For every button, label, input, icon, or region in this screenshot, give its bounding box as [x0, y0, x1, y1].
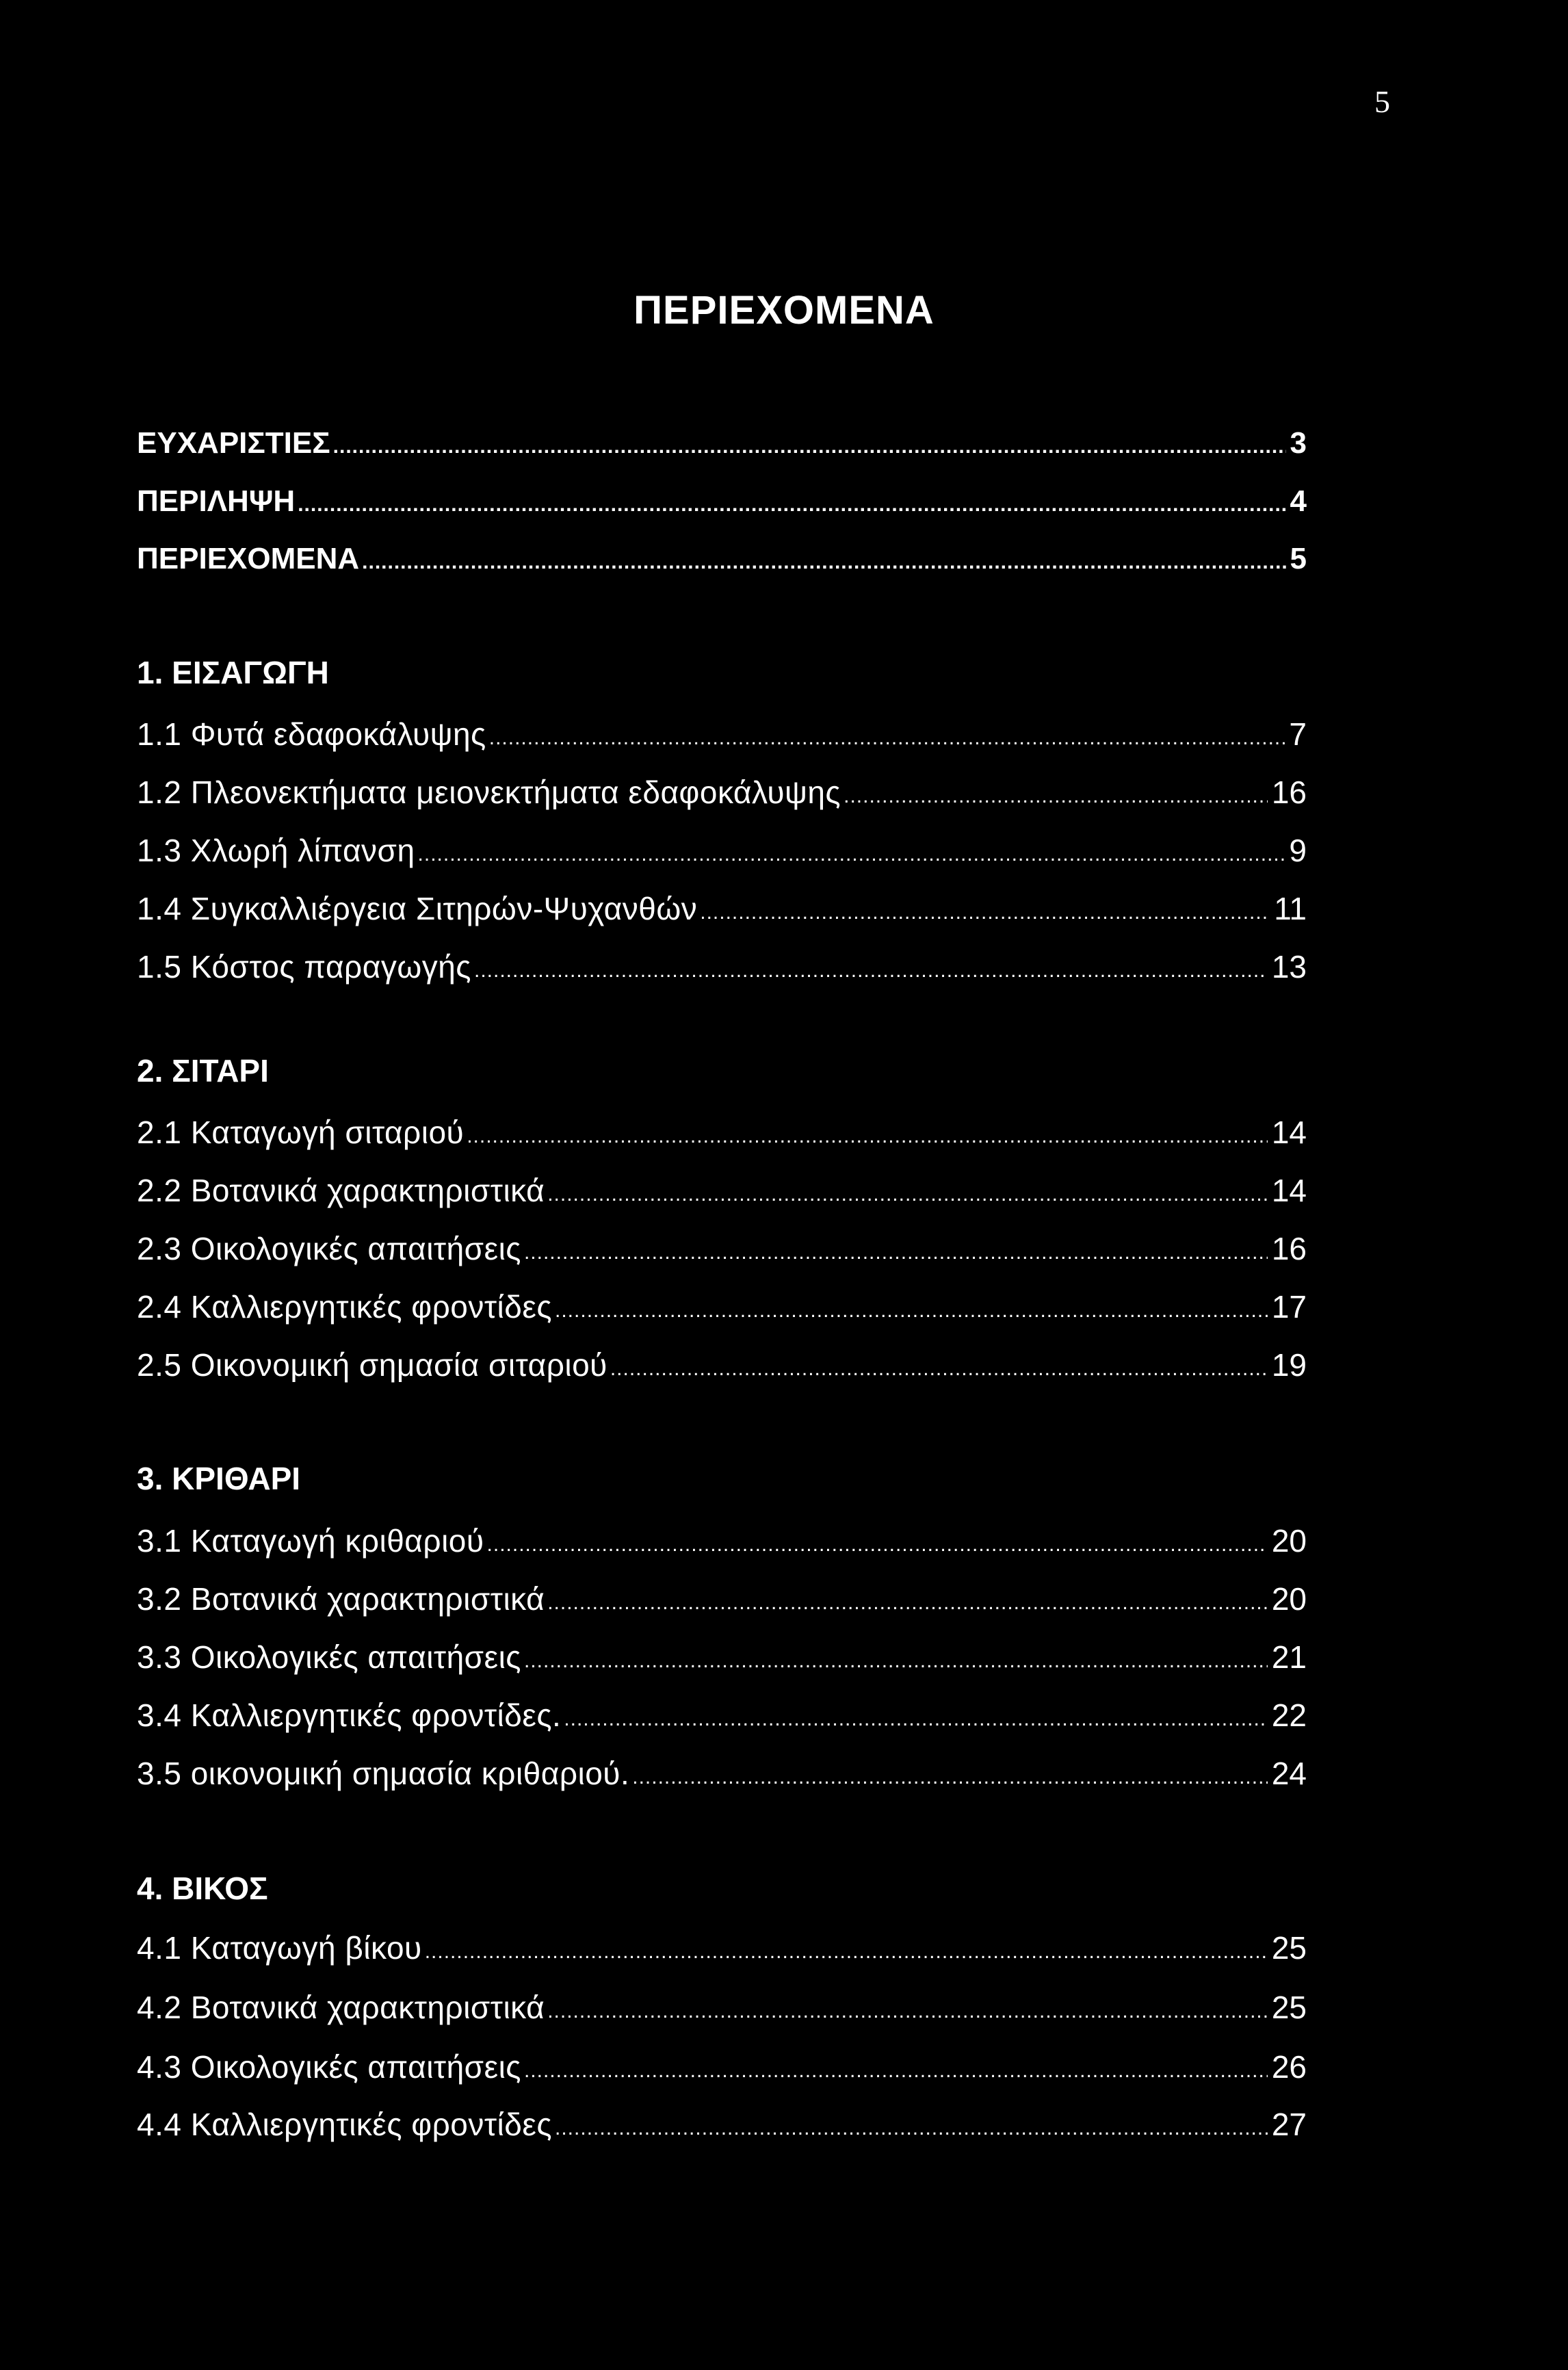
dot-leader: [555, 2118, 1268, 2140]
toc-entry-label: 3.5 οικονομική σημασία κριθαριού.: [137, 1756, 630, 1791]
toc-entry-label: 4.4 Καλλιεργητικές φροντίδες: [137, 2107, 553, 2142]
toc-entry-page: 4: [1290, 484, 1307, 518]
toc-entry[interactable]: [137, 702, 1307, 750]
toc-entry-label: 1.3 Χλωρή λίπανση: [137, 833, 415, 868]
toc-entry[interactable]: [137, 935, 1307, 985]
dot-leader: [564, 1709, 1268, 1731]
toc-entry-page: 7: [1289, 716, 1307, 752]
toc-entry[interactable]: [137, 1275, 1307, 1323]
toc-entry-contents[interactable]: [137, 526, 1307, 574]
dot-leader: [524, 1651, 1268, 1673]
toc-entry-page: 20: [1271, 1523, 1307, 1559]
toc-entry[interactable]: [137, 1509, 1307, 1557]
chapter-heading[interactable]: 4. ΒΙΚΟΣ: [137, 1871, 268, 1906]
toc-entry-label: 4.3 Οικολογικές απαιτήσεις: [137, 2049, 521, 2085]
toc-entry-label: ΠΕΡΙΕΧΟΜΕΝΑ: [137, 542, 360, 575]
toc-entry-acknowledgements[interactable]: [137, 411, 1307, 458]
toc-entry-page: 25: [1271, 1930, 1307, 1966]
toc-entry-page: 14: [1271, 1173, 1307, 1208]
dot-leader: [555, 1301, 1268, 1323]
toc-entry-label: 3.3 Οικολογικές απαιτήσεις: [137, 1639, 521, 1675]
toc-entry[interactable]: [137, 760, 1307, 808]
toc-entry[interactable]: [137, 2092, 1307, 2140]
toc-entry-label: 4.2 Βοτανικά χαρακτηριστικά: [137, 1990, 545, 2025]
toc-entry-label: 2.1 Καταγωγή σιταριού: [137, 1115, 465, 1150]
toc-entry-label: 1.1 Φυτά εδαφοκάλυψης: [137, 716, 486, 752]
toc-entry-label: 2.3 Οικολογικές απαιτήσεις: [137, 1231, 521, 1266]
toc-entry-label: 2.2 Βοτανικά χαρακτηριστικά: [137, 1173, 545, 1208]
chapter-heading[interactable]: 1. ΕΙΣΑΓΩΓΗ: [137, 655, 329, 690]
dot-leader: [700, 902, 1270, 924]
toc-entry-page: 14: [1271, 1115, 1307, 1150]
dot-leader: [425, 1942, 1268, 1964]
toc-entry-page: 27: [1271, 2107, 1307, 2142]
toc-entry-page: 17: [1271, 1289, 1307, 1325]
dot-leader: [298, 495, 1285, 517]
toc-entry-abstract[interactable]: [137, 469, 1307, 517]
dot-leader: [547, 2001, 1268, 2023]
toc-entry-page: 16: [1271, 774, 1307, 810]
toc-entry-label: 1.2 Πλεονεκτήματα μειονεκτήματα εδαφοκάλυψης: [137, 774, 841, 810]
toc-entry-page: 16: [1271, 1231, 1307, 1266]
toc-entry[interactable]: [137, 1216, 1307, 1264]
toc-entry-page: 26: [1271, 2049, 1307, 2085]
toc-entry-page: 3: [1290, 426, 1307, 460]
toc-entry-label: 1.4 Συγκαλλιέργεια Σιτηρών-Ψυχανθών: [137, 891, 698, 926]
toc-entry-label: 3.4 Καλλιεργητικές φροντίδες.: [137, 1697, 562, 1733]
chapter-heading[interactable]: 3. ΚΡΙΘΑΡΙ: [137, 1461, 301, 1496]
dot-leader: [547, 1184, 1268, 1206]
toc-entry-page: 11: [1274, 891, 1307, 926]
toc-entry-page: 22: [1271, 1697, 1307, 1733]
toc-entry-page: 9: [1289, 833, 1307, 868]
toc-entry[interactable]: [137, 1567, 1307, 1615]
dot-leader: [632, 1767, 1268, 1789]
dot-leader: [333, 437, 1286, 458]
toc-entry[interactable]: [137, 1975, 1307, 2023]
chapter-heading[interactable]: 2. ΣΙΤΑΡΙ: [137, 1053, 269, 1089]
dot-leader: [610, 1359, 1268, 1381]
dot-leader: [467, 1126, 1268, 1148]
toc-entry[interactable]: [137, 818, 1307, 866]
dot-leader: [524, 1242, 1268, 1264]
toc-entry-page: 5: [1290, 542, 1307, 575]
toc-entry-label: 3.2 Βοτανικά χαρακτηριστικά: [137, 1581, 545, 1617]
page-number: 5: [1374, 84, 1390, 119]
toc-entry-label: 2.5 Οικονομική σημασία σιταριού: [137, 1347, 607, 1383]
toc-entry[interactable]: [137, 2035, 1307, 2083]
dot-leader: [418, 844, 1285, 866]
toc-entry[interactable]: [137, 1100, 1307, 1148]
dot-leader: [487, 1535, 1268, 1557]
toc-entry[interactable]: [137, 876, 1307, 924]
toc-entry[interactable]: [137, 1158, 1307, 1206]
toc-entry[interactable]: [137, 1333, 1307, 1381]
toc-entry-page: 13: [1271, 949, 1307, 985]
toc-entry-page: 24: [1271, 1756, 1307, 1791]
toc-entry[interactable]: [137, 1683, 1307, 1731]
toc-entry-label: 4.1 Καταγωγή βίκου: [137, 1930, 422, 1966]
toc-entry-label: 2.4 Καλλιεργητικές φροντίδες: [137, 1289, 553, 1325]
toc-entry-label: ΕΥΧΑΡΙΣΤΙΕΣ: [137, 426, 330, 460]
toc-entry-label: 3.1 Καταγωγή κριθαριού: [137, 1523, 484, 1559]
dot-leader: [547, 1593, 1268, 1615]
toc-entry[interactable]: [137, 1916, 1307, 1964]
toc-entry-label: 1.5 Κόστος παραγωγής: [137, 949, 471, 985]
dot-leader: [489, 728, 1285, 750]
toc-entry-page: 20: [1271, 1581, 1307, 1617]
toc-entry-page: 21: [1271, 1639, 1307, 1675]
dot-leader: [524, 2061, 1268, 2083]
toc-entry-page: 25: [1271, 1990, 1307, 2025]
dot-leader: [474, 961, 1268, 982]
toc-entry-label: ΠΕΡΙΛΗΨΗ: [137, 484, 296, 518]
toc-heading: ΠΕΡΙΕΧΟΜΕΝΑ: [633, 288, 935, 333]
toc-entry[interactable]: [137, 1625, 1307, 1673]
toc-entry[interactable]: [137, 1741, 1307, 1789]
dot-leader: [844, 786, 1268, 808]
dot-leader: [362, 552, 1285, 574]
toc-entry-page: 19: [1271, 1347, 1307, 1383]
